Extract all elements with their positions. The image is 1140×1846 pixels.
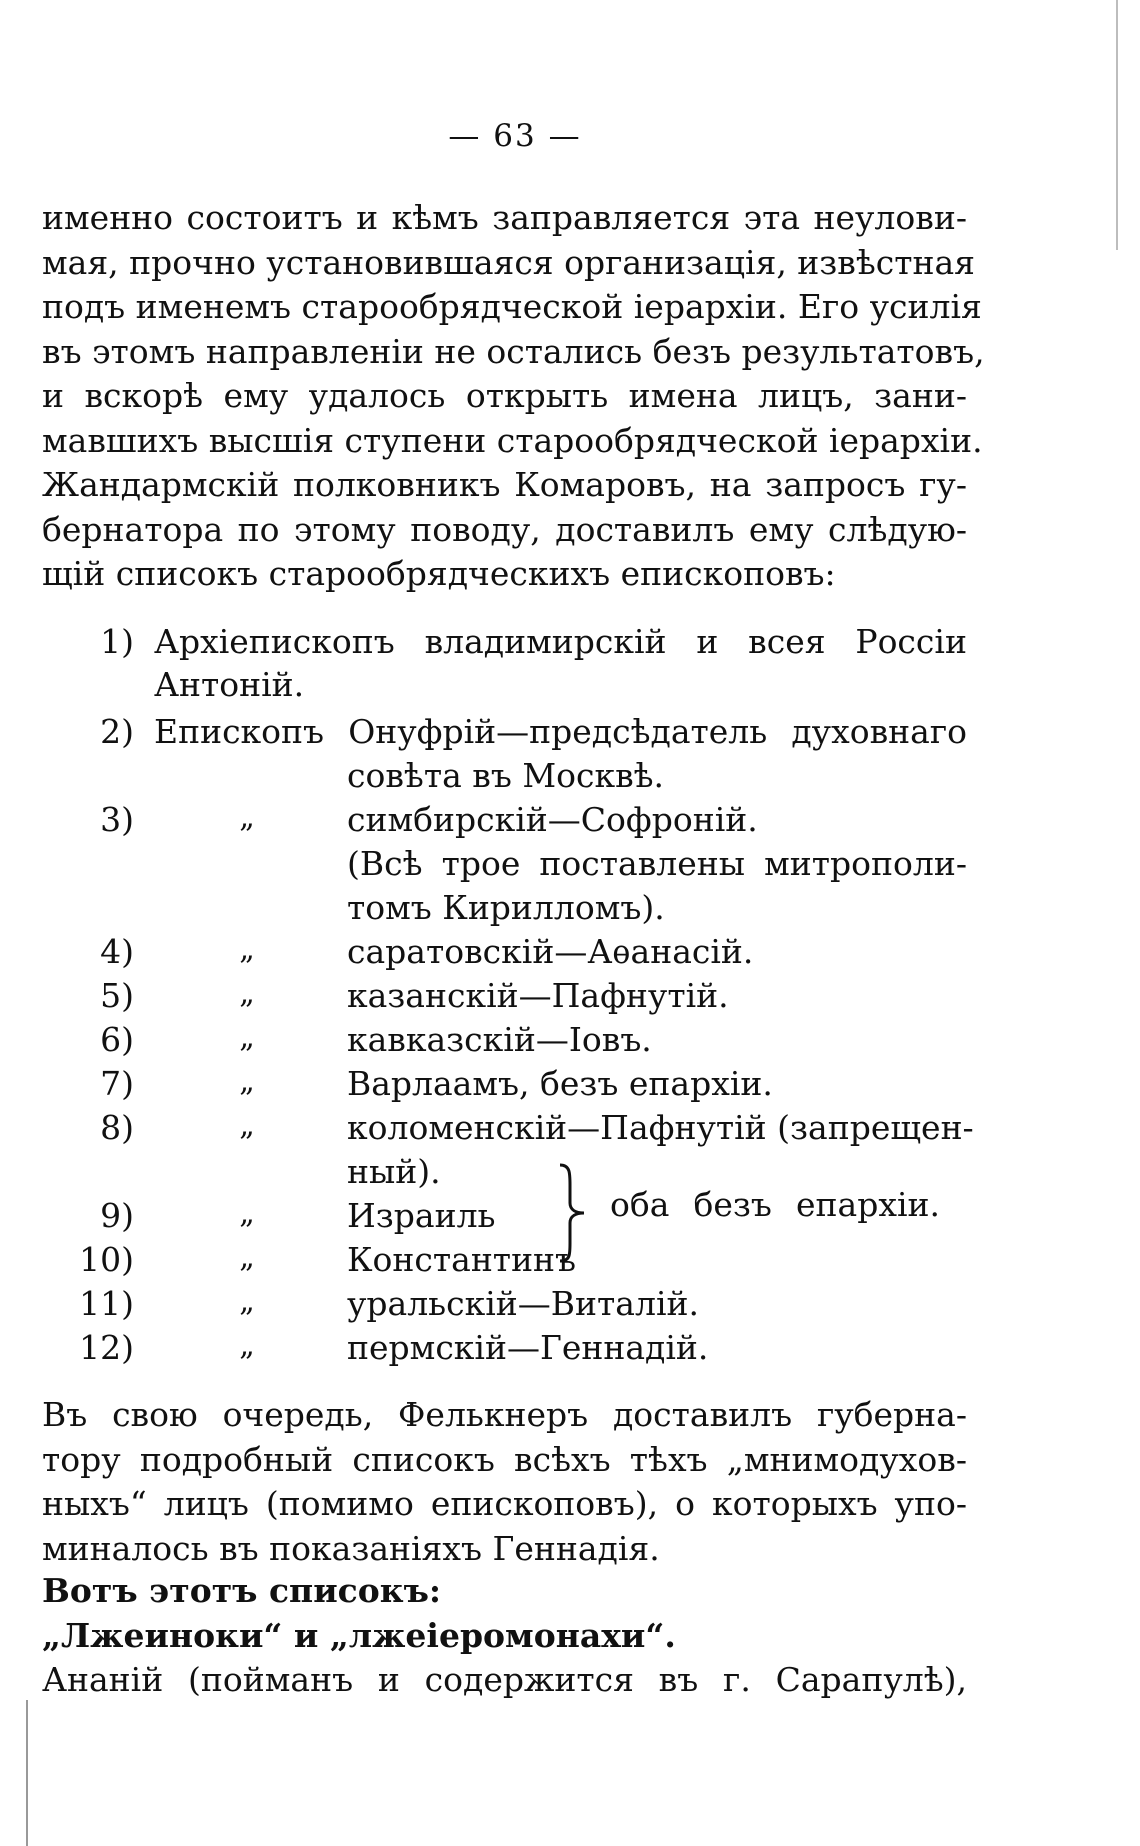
item-number: 5)	[100, 976, 134, 1015]
item-number: 11)	[79, 1284, 134, 1323]
note-word: епархіи.	[796, 1185, 940, 1224]
item-number: 6)	[100, 1020, 134, 1059]
item-number: 4)	[100, 932, 134, 971]
item-word: духовнаго	[791, 712, 967, 751]
ditto-mark: „	[239, 1020, 255, 1055]
item-text: Израиль	[347, 1196, 496, 1235]
page-edge-line	[1116, 0, 1118, 250]
curly-brace-icon	[556, 1163, 590, 1263]
item-text	[154, 712, 967, 751]
list-item	[42, 712, 967, 756]
item-text: казанскій—Пафнутій.	[347, 976, 729, 1015]
ditto-mark: „	[239, 800, 255, 835]
ditto-mark: „	[239, 1284, 255, 1319]
text-line: щій списокъ старообрядческихъ епископовъ:	[42, 554, 836, 593]
paragraph-felkner	[42, 1393, 967, 1571]
item-number: 8)	[100, 1108, 134, 1147]
item-text	[154, 622, 967, 661]
item-text: саратовскій—Аѳанасій.	[347, 932, 754, 971]
item-number: 3)	[100, 800, 134, 839]
paragraph-intro	[42, 196, 985, 597]
list-item-continuation	[42, 756, 967, 800]
list-item	[42, 976, 967, 1020]
item-word: всея	[748, 622, 826, 661]
text-line: ныхъ“ лицъ (помимо епископовъ), о которыхъ упо-	[42, 1484, 967, 1523]
list-item	[42, 800, 967, 844]
item-word: и	[696, 622, 719, 661]
text-line: въ этомъ направленіи не остались безъ результатовъ,	[42, 331, 985, 371]
text-line: тору подробный списокъ всѣхъ тѣхъ „мнимодухов-	[42, 1439, 967, 1479]
item-text: Антоній.	[154, 665, 305, 704]
item-text: коломенскій—Пафнутій (запрещен-	[347, 1108, 974, 1147]
item-number: 10)	[79, 1240, 134, 1279]
item-text: кавказскій—Іовъ.	[347, 1020, 652, 1059]
ditto-mark: „	[239, 1240, 255, 1275]
text-line: миналось въ показаніяхъ Геннадія.	[42, 1528, 660, 1568]
item-text: ный).	[347, 1152, 441, 1191]
item-text: Варлаамъ, безъ епархіи.	[347, 1064, 773, 1103]
item-text: пермскій—Геннадій.	[347, 1328, 709, 1367]
ditto-mark: „	[239, 932, 255, 967]
list-note	[42, 888, 967, 932]
list-item	[42, 622, 967, 666]
list-note	[42, 844, 967, 888]
list-intro: Вотъ этотъ списокъ:	[42, 1571, 442, 1610]
text-line: бернатора по этому поводу, доставилъ ему слѣдую-	[42, 509, 967, 549]
text-line: именно состоитъ и кѣмъ заправляется эта неулови-	[42, 198, 967, 237]
ditto-mark: „	[239, 976, 255, 1011]
text-line: и вскорѣ ему удалось открыть имена лицъ, зани-	[42, 376, 967, 415]
text-line: Ананій (пойманъ и содержится въ г. Сарапулѣ),	[42, 1660, 967, 1699]
item-word: Онуфрій—предсѣдатель	[348, 712, 768, 751]
page-number: — 63 —	[448, 118, 582, 154]
ditto-mark: „	[239, 1108, 255, 1143]
bracket-note	[610, 1185, 940, 1224]
item-text: симбирскій—Софроній.	[347, 800, 758, 839]
list-item	[42, 1240, 967, 1284]
text-line: мая, прочно установившаяся организація, извѣстная	[42, 242, 975, 282]
text-line: мавшихъ высшія ступени старообрядческой іерархіи.	[42, 420, 983, 460]
list-item	[42, 1108, 974, 1152]
item-word: владимирскій	[424, 622, 667, 661]
text-line: Въ свою очередь, Фелькнеръ доставилъ губерна-	[42, 1395, 967, 1434]
item-number: 7)	[100, 1064, 134, 1103]
item-word: Россіи	[855, 622, 967, 661]
item-text: уральскій—Виталій.	[347, 1284, 699, 1323]
list-item	[42, 1328, 967, 1372]
list-section	[42, 1569, 967, 1703]
item-number: 1)	[100, 622, 134, 661]
note-text: (Всѣ трое поставлены митрополи-	[347, 844, 967, 883]
ditto-mark: „	[239, 1328, 255, 1363]
note-text: томъ Кирилломъ).	[347, 888, 665, 927]
item-number: 9)	[100, 1196, 134, 1235]
note-word: оба	[610, 1185, 670, 1224]
list-heading: „Лжеиноки“ и „лжеіеромонахи“.	[42, 1615, 676, 1655]
item-word: Епископъ	[154, 712, 325, 751]
ditto-mark: „	[239, 1196, 255, 1231]
list-item-continuation	[42, 665, 967, 709]
note-word: безъ	[693, 1185, 772, 1224]
ditto-mark: „	[239, 1064, 255, 1099]
list-item	[42, 1020, 967, 1064]
list-item	[42, 1064, 967, 1108]
item-number: 12)	[79, 1328, 134, 1367]
text-line: Жандармскій полковникъ Комаровъ, на запросъ гу-	[42, 465, 967, 504]
list-item	[42, 932, 967, 976]
item-text: совѣта въ Москвѣ.	[347, 756, 665, 795]
text-line: подъ именемъ старообрядческой іерархіи. Его усилія	[42, 287, 982, 326]
page-edge-line-bottom	[26, 1700, 28, 1846]
item-word: Архіепископъ	[154, 622, 395, 661]
item-text: Константинъ	[347, 1240, 577, 1279]
list-item	[42, 1284, 967, 1328]
item-number: 2)	[100, 712, 134, 751]
